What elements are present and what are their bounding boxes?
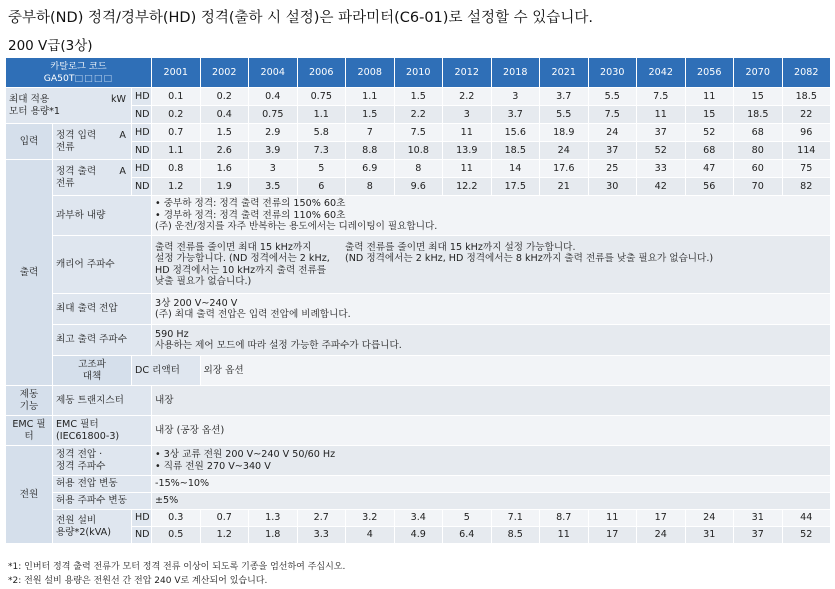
table-cell: 0.1 [152, 88, 201, 106]
table-cell: 3.3 [297, 527, 346, 544]
table-cell: 15.6 [491, 124, 540, 142]
power-group-label: 전원 [6, 446, 53, 544]
table-cell: 0.3 [152, 510, 201, 527]
table-cell: 6.4 [443, 527, 492, 544]
carrier-left-line: 낮출 필요가 없습니다.) [155, 276, 252, 287]
table-cell: 114 [782, 142, 831, 160]
emc-label-line2: (IEC61800-3) [56, 430, 120, 442]
table-cell: 0.5 [152, 527, 201, 544]
output-label-line1: 정격 출력 [56, 166, 97, 177]
overload-text [152, 196, 831, 236]
model-header: 2030 [588, 58, 637, 88]
frequency-variation-row [6, 493, 831, 510]
model-header: 2018 [491, 58, 540, 88]
table-cell: 1.9 [200, 178, 249, 196]
table-cell: 17.5 [491, 178, 540, 196]
table-cell: 30 [588, 178, 637, 196]
braking-group-line2: 기능 [19, 400, 39, 412]
table-cell: 96 [782, 124, 831, 142]
table-cell: 8.7 [540, 510, 589, 527]
table-cell: 11 [588, 510, 637, 527]
frequency-variation-value: ±5% [152, 493, 831, 510]
harmonic-group-label [53, 356, 132, 386]
model-header: 2001 [152, 58, 201, 88]
table-cell: 3.7 [540, 88, 589, 106]
table-cell: 7.5 [637, 88, 686, 106]
brake-transistor-label: 제동 트랜지스터 [53, 386, 152, 416]
input-group-label: 입력 [6, 124, 53, 160]
rated-label-line1: 정격 전압 · [56, 449, 103, 460]
table-cell: 0.4 [249, 88, 298, 106]
motor-label-line2: 모터 용량*1 [9, 105, 61, 117]
table-cell: 3.2 [346, 510, 395, 527]
emc-group-label: EMC 필터 [6, 416, 53, 446]
table-cell: 24 [540, 142, 589, 160]
carrier-right-text [345, 242, 713, 288]
hd-label: HD [132, 510, 152, 527]
nd-label: ND [132, 142, 152, 160]
nd-label: ND [132, 527, 152, 544]
max-voltage-row [6, 294, 831, 325]
table-cell: 18.5 [734, 106, 783, 124]
model-header: 2056 [685, 58, 734, 88]
emc-filter-value: 내장 (공장 옵션) [152, 416, 831, 446]
dc-reactor-value: 외장 옵션 [200, 356, 831, 386]
braking-group-label [6, 386, 53, 416]
table-cell: 2.9 [249, 124, 298, 142]
carrier-left-text [155, 242, 339, 288]
table-cell: 37 [734, 527, 783, 544]
rated-voltage-label [53, 446, 152, 476]
max-frequency-label: 최고 출력 주파수 [53, 325, 152, 356]
voltage-variation-value: -15%~10% [152, 476, 831, 493]
table-cell: 7.5 [394, 124, 443, 142]
overload-label: 과부하 내량 [53, 196, 152, 236]
output-hd-row [6, 160, 831, 178]
table-cell: 8.8 [346, 142, 395, 160]
harmonic-row [6, 356, 831, 386]
table-cell: 37 [588, 142, 637, 160]
carrier-left-line: HD 정격에서는 10 kHz까지 출력 전류를 [155, 264, 327, 276]
model-header: 2042 [637, 58, 686, 88]
model-header: 2006 [297, 58, 346, 88]
table-cell: 15 [734, 88, 783, 106]
table-cell: 82 [782, 178, 831, 196]
model-header: 2012 [443, 58, 492, 88]
capacity-label-line1: 전원 설비 [56, 515, 97, 526]
output-current-label [53, 160, 132, 196]
brake-transistor-value: 내장 [152, 386, 831, 416]
table-cell: 1.2 [200, 527, 249, 544]
table-cell: 0.8 [152, 160, 201, 178]
table-cell: 68 [734, 124, 783, 142]
table-cell: 18.9 [540, 124, 589, 142]
overload-row [6, 196, 831, 236]
hd-label: HD [132, 88, 152, 106]
hd-label: HD [132, 124, 152, 142]
table-cell: 75 [782, 160, 831, 178]
table-cell: 2.6 [200, 142, 249, 160]
table-cell: 68 [685, 142, 734, 160]
table-cell: 7.5 [588, 106, 637, 124]
max-voltage-line: (주) 최대 출력 전압은 입력 전압에 비례합니다. [155, 309, 351, 320]
model-prefix-label: GA50T [43, 72, 75, 84]
table-cell: 5.5 [540, 106, 589, 124]
table-cell: 31 [734, 510, 783, 527]
model-header: 2070 [734, 58, 783, 88]
table-cell: 24 [637, 527, 686, 544]
harmonic-group-line1: 고조파 [78, 359, 106, 370]
output-group-label: 출력 [6, 160, 53, 386]
table-cell: 33 [637, 160, 686, 178]
max-frequency-line: 사용하는 제어 모드에 따라 설정 가능한 주파수가 다릅니다. [155, 340, 402, 351]
nd-label: ND [132, 178, 152, 196]
table-cell: 70 [734, 178, 783, 196]
emc-filter-label [53, 416, 152, 446]
max-voltage-line: 3상 200 V~240 V [155, 297, 238, 309]
table-cell: 44 [782, 510, 831, 527]
model-header: 2021 [540, 58, 589, 88]
motor-label-line1: 최대 적용 [9, 94, 50, 105]
braking-row [6, 386, 831, 416]
table-cell: 0.4 [200, 106, 249, 124]
table-cell: 18.5 [782, 88, 831, 106]
table-cell: 8 [346, 178, 395, 196]
emc-row [6, 416, 831, 446]
voltage-variation-label: 허용 전압 변동 [53, 476, 152, 493]
model-prefix [9, 73, 148, 85]
footnotes [8, 560, 345, 588]
overload-line: • 경부하 정격: 정격 출력 전류의 110% 60초 [155, 209, 346, 221]
table-cell: 7 [346, 124, 395, 142]
carrier-left-line: 설정 가능합니다. (ND 정격에서는 2 kHz, [155, 253, 330, 264]
table-cell: 1.1 [152, 142, 201, 160]
carrier-left-line: 출력 전류를 줄이면 최대 15 kHz까지 [155, 241, 312, 253]
spec-table [5, 57, 831, 544]
table-cell: 2.7 [297, 510, 346, 527]
model-header: 2010 [394, 58, 443, 88]
max-frequency-row [6, 325, 831, 356]
footnote: *2: 전원 설비 용량은 전원선 간 전압 240 V로 계산되어 있습니다. [8, 576, 268, 586]
table-cell: 5 [297, 160, 346, 178]
overload-line: (주) 운전/정지를 자주 반복하는 용도에서는 디레이팅이 필요합니다. [155, 221, 438, 233]
voltage-class-heading: 200 V급(3상) [8, 38, 93, 54]
table-cell: 8.5 [491, 527, 540, 544]
carrier-right-line: (ND 정격에서는 2 kHz, HD 정격에서는 8 kHz까지 출력 전류를 낮출 필요가 없습니다.) [345, 253, 714, 264]
table-cell: 1.1 [346, 88, 395, 106]
table-cell: 8 [394, 160, 443, 178]
table-cell: 7.1 [491, 510, 540, 527]
table-cell: 52 [782, 527, 831, 544]
rated-label-line2: 정격 주파수 [56, 460, 106, 472]
capacity-label [53, 510, 132, 544]
table-cell: 0.2 [152, 106, 201, 124]
input-hd-row [6, 124, 831, 142]
table-cell: 1.1 [297, 106, 346, 124]
max-frequency-line: 590 Hz [155, 328, 189, 340]
table-cell: 1.2 [152, 178, 201, 196]
dc-reactor-label: DC 리액터 [132, 356, 201, 386]
model-header: 2008 [346, 58, 395, 88]
table-cell: 80 [734, 142, 783, 160]
table-cell: 6 [297, 178, 346, 196]
rated-voltage-line: • 3상 교류 전원 200 V~240 V 50/60 Hz [155, 449, 336, 460]
catalog-code-header [6, 58, 152, 88]
input-label-line1: 정격 입력 [56, 130, 97, 141]
table-cell: 4 [346, 527, 395, 544]
table-cell: 12.2 [443, 178, 492, 196]
table-cell: 17 [588, 527, 637, 544]
table-cell: 24 [588, 124, 637, 142]
table-cell: 3.9 [249, 142, 298, 160]
input-unit: A [119, 130, 126, 141]
table-cell: 56 [685, 178, 734, 196]
table-cell: 24 [685, 510, 734, 527]
table-cell: 1.5 [346, 106, 395, 124]
input-current-label [53, 124, 132, 160]
nd-label: ND [132, 106, 152, 124]
model-header: 2082 [782, 58, 831, 88]
max-voltage-text [152, 294, 831, 325]
input-label-line2: 전류 [56, 141, 75, 153]
table-cell: 18.5 [491, 142, 540, 160]
rated-voltage-text [152, 446, 831, 476]
table-cell: 3.7 [491, 106, 540, 124]
output-label-line2: 전류 [56, 177, 75, 189]
hd-label: HD [132, 160, 152, 178]
braking-group-line1: 제동 [19, 389, 39, 400]
table-cell: 1.5 [394, 88, 443, 106]
table-cell: 2.2 [443, 88, 492, 106]
table-cell: 1.6 [200, 160, 249, 178]
table-cell: 11 [443, 160, 492, 178]
table-cell: 0.7 [152, 124, 201, 142]
table-cell: 3.5 [249, 178, 298, 196]
table-cell: 0.2 [200, 88, 249, 106]
carrier-right-line: 출력 전류를 줄이면 최대 15 kHz까지 설정 가능합니다. [345, 241, 576, 253]
table-cell: 17 [637, 510, 686, 527]
carrier-text [152, 236, 831, 294]
page-heading: 중부하(ND) 정격/경부하(HD) 정격(출하 시 설정)은 파라미터(C6-01)로 설정할 수 있습니다. [8, 10, 593, 26]
table-cell: 17.6 [540, 160, 589, 178]
table-cell: 60 [734, 160, 783, 178]
table-cell: 52 [685, 124, 734, 142]
rated-voltage-line: • 직류 전원 270 V~340 V [155, 460, 271, 472]
harmonic-group-line2: 대책 [82, 370, 102, 382]
table-header-row [6, 58, 831, 88]
table-cell: 5.8 [297, 124, 346, 142]
table-cell: 42 [637, 178, 686, 196]
table-cell: 13.9 [443, 142, 492, 160]
table-cell: 11 [685, 88, 734, 106]
table-cell: 3 [249, 160, 298, 178]
table-cell: 11 [637, 106, 686, 124]
overload-line: • 중부하 정격: 정격 출력 전류의 150% 60초 [155, 198, 346, 210]
table-cell: 4.9 [394, 527, 443, 544]
table-cell: 5.5 [588, 88, 637, 106]
table-cell: 14 [491, 160, 540, 178]
table-cell: 7.3 [297, 142, 346, 160]
table-cell: 10.8 [394, 142, 443, 160]
table-cell: 1.5 [200, 124, 249, 142]
table-cell: 11 [540, 527, 589, 544]
table-cell: 5 [443, 510, 492, 527]
table-cell: 25 [588, 160, 637, 178]
model-placeholder: □□□□ [74, 72, 114, 84]
table-cell: 31 [685, 527, 734, 544]
voltage-variation-row [6, 476, 831, 493]
max-voltage-label: 최대 출력 전압 [53, 294, 152, 325]
max-frequency-text [152, 325, 831, 356]
motor-hd-row [6, 88, 831, 106]
table-cell: 47 [685, 160, 734, 178]
emc-label-line1: EMC 필터 [56, 419, 99, 430]
table-cell: 11 [443, 124, 492, 142]
table-cell: 3.4 [394, 510, 443, 527]
model-header: 2004 [249, 58, 298, 88]
table-cell: 6.9 [346, 160, 395, 178]
table-cell: 2.2 [394, 106, 443, 124]
footnote: *1: 인버터 정격 출력 전류가 모터 정격 전류 이상이 되도록 기종을 엄선하여 주십시오. [8, 562, 346, 572]
table-cell: 0.75 [249, 106, 298, 124]
table-cell: 3 [443, 106, 492, 124]
rated-voltage-row [6, 446, 831, 476]
table-cell: 22 [782, 106, 831, 124]
table-cell: 9.6 [394, 178, 443, 196]
table-cell: 1.8 [249, 527, 298, 544]
table-cell: 1.3 [249, 510, 298, 527]
motor-capacity-label [6, 88, 132, 124]
catalog-code-label: 카탈로그 코드 [50, 60, 107, 72]
model-header: 2002 [200, 58, 249, 88]
frequency-variation-label: 허용 주파수 변동 [53, 493, 152, 510]
table-cell: 52 [637, 142, 686, 160]
carrier-label: 캐리어 주파수 [53, 236, 152, 294]
table-cell: 21 [540, 178, 589, 196]
capacity-label-line2: 용량*2(kVA) [56, 526, 111, 538]
capacity-hd-row [6, 510, 831, 527]
carrier-row [6, 236, 831, 294]
table-cell: 3 [491, 88, 540, 106]
table-cell: 0.7 [200, 510, 249, 527]
table-cell: 37 [637, 124, 686, 142]
table-cell: 0.75 [297, 88, 346, 106]
table-cell: 15 [685, 106, 734, 124]
output-unit: A [119, 166, 126, 177]
motor-unit: kW [110, 94, 126, 105]
